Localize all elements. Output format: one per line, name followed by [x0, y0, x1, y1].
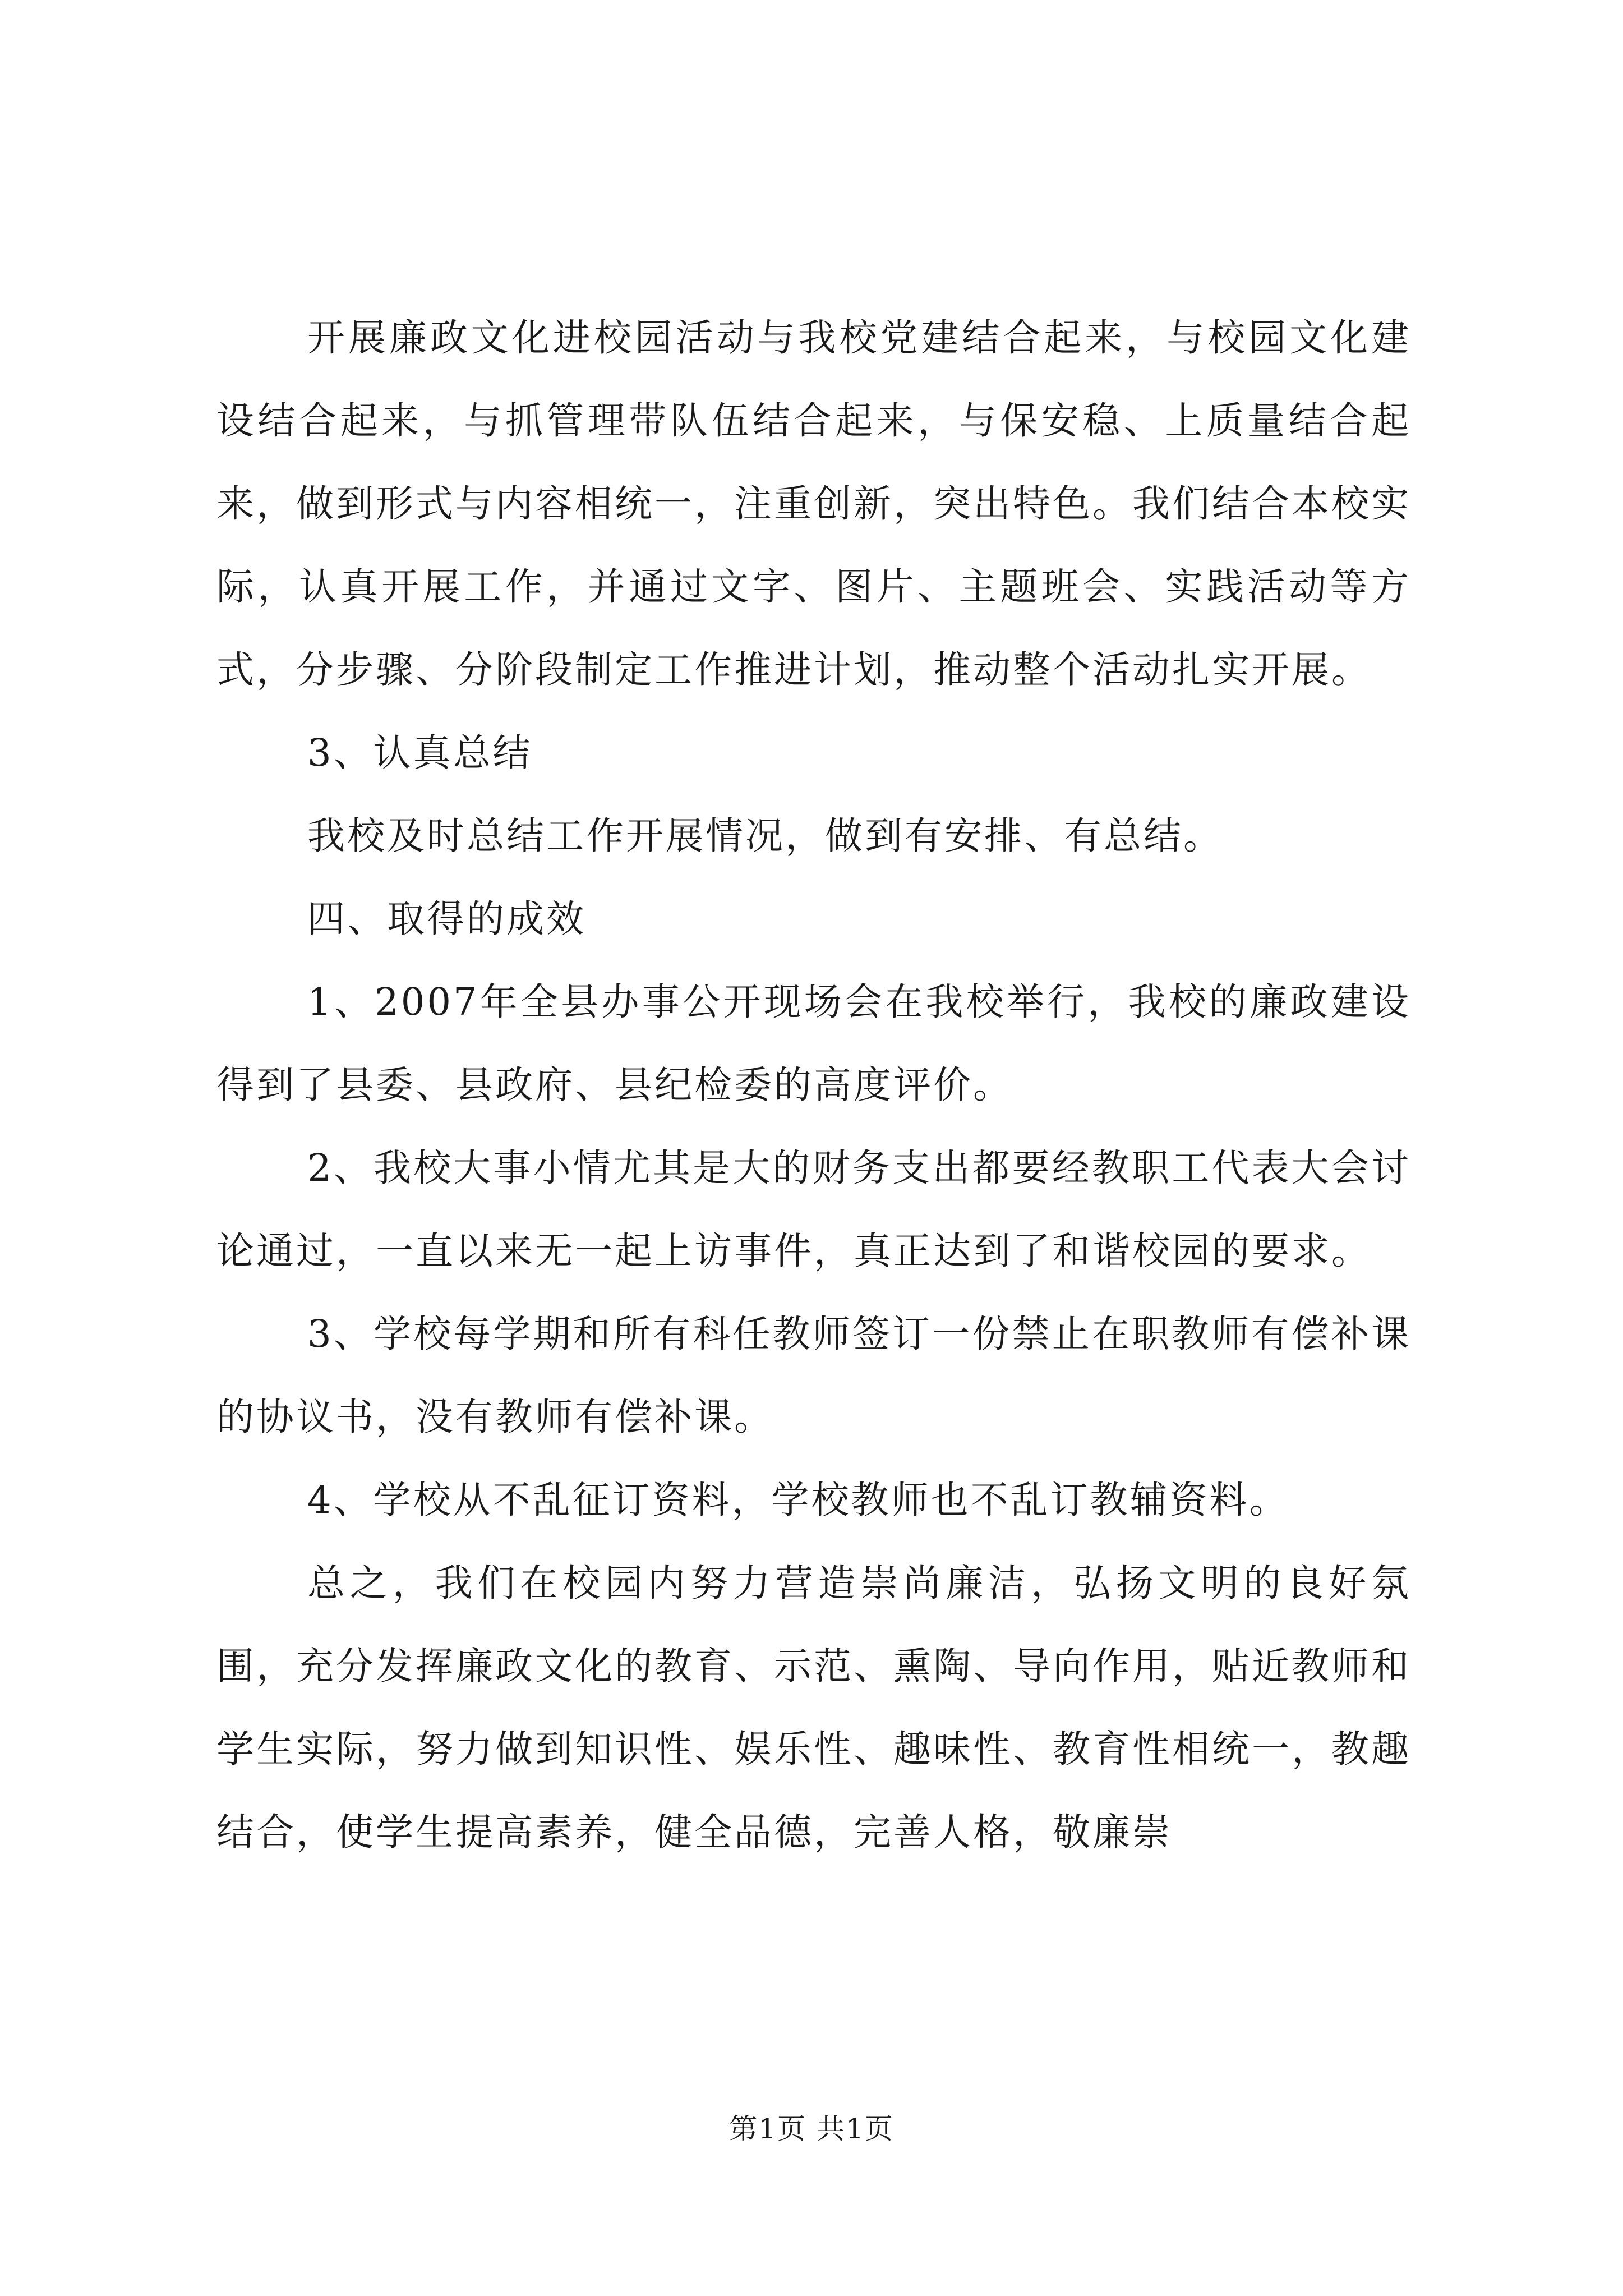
achievement-item-3: 3、学校每学期和所有科任教师签订一份禁止在职教师有偿补课的协议书，没有教师有偿补课。 [216, 1312, 1411, 1439]
document-body [216, 296, 1411, 1874]
heading-summarize: 3、认真总结 [307, 731, 533, 775]
achievement-item-1: 1、2007年全县办事公开现场会在我校举行，我校的廉政建设得到了县委、县政府、县纪检委的高度评价。 [216, 980, 1411, 1107]
achievement-item-4: 4、学校从不乱征订资料，学校教师也不乱订教辅资料。 [307, 1478, 1289, 1522]
page-footer: 第1页 共1页 [729, 2113, 894, 2145]
achievement-item-2: 2、我校大事小情尤其是大的财务支出都要经教职工代表大会讨论通过，一直以来无一起上访事件，真正达到了和谐校园的要求。 [216, 1146, 1411, 1273]
paragraph-conclusion: 总之，我们在校园内努力营造崇尚廉洁，弘扬文明的良好氛围，充分发挥廉政文化的教育、示范、熏陶、导向作用，贴近教师和学生实际，努力做到知识性、娱乐性、趣味性、教育性相统一，教趣结合，使学生提高素养，健全品德，完善人格，敬廉崇 [216, 1561, 1411, 1854]
heading-achievements: 四、取得的成效 [307, 897, 586, 941]
paragraph-activity-integration: 开展廉政文化进校园活动与我校党建结合起来，与校园文化建设结合起来，与抓管理带队伍结合起来，与保安稳、上质量结合起来，做到形式与内容相统一，注重创新，突出特色。我们结合本校实际，认真开展工作，并通过文字、图片、主题班会、实践活动等方式，分步骤、分阶段制定工作推进计划，推动整个活动扎实开展。 [216, 316, 1411, 692]
paragraph-summary: 我校及时总结工作开展情况，做到有安排、有总结。 [307, 814, 1223, 858]
